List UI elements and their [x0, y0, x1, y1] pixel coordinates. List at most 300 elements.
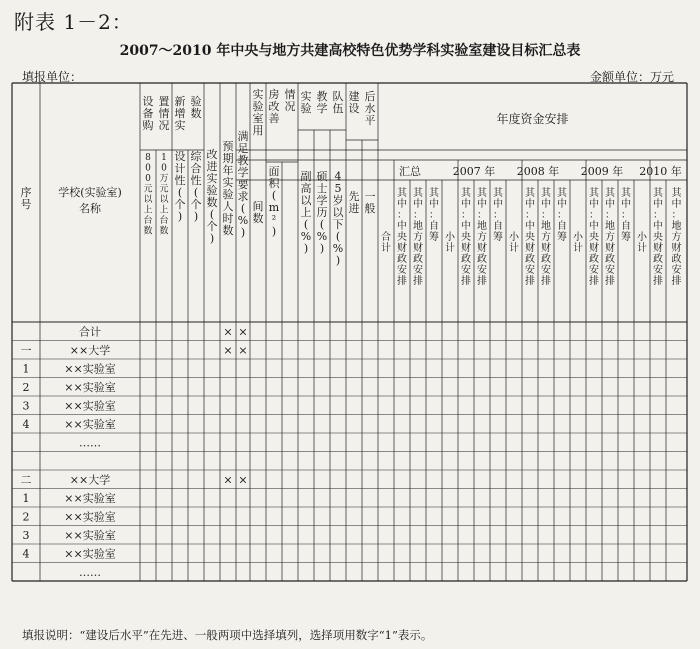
svg-text:实: 实: [206, 172, 218, 185]
svg-text:(: (: [240, 202, 246, 215]
row-name: ××实验室: [64, 381, 116, 394]
svg-text:排: 排: [541, 276, 551, 287]
svg-text:中: 中: [653, 199, 663, 210]
svg-text:号: 号: [20, 198, 32, 211]
row-name: ××实验室: [64, 399, 116, 413]
svg-text:财: 财: [477, 243, 487, 254]
svg-text:改: 改: [268, 100, 280, 113]
svg-text:计: 计: [381, 243, 391, 254]
svg-text:历: 历: [316, 206, 328, 219]
svg-text:): ): [335, 254, 341, 267]
svg-text:队: 队: [332, 90, 344, 103]
svg-text:其: 其: [477, 188, 487, 199]
svg-text:其: 其: [653, 188, 663, 199]
svg-text:硕: 硕: [316, 170, 328, 183]
svg-text:教: 教: [316, 90, 328, 103]
svg-text:情: 情: [158, 107, 170, 120]
svg-text:设: 设: [348, 102, 360, 115]
svg-text:中: 中: [653, 221, 663, 232]
svg-text:排: 排: [605, 276, 615, 287]
svg-text:央: 央: [653, 232, 663, 243]
seq-header: [21, 185, 32, 211]
svg-text:²: ²: [271, 213, 277, 226]
svg-text:): ): [177, 210, 183, 223]
svg-text:设: 设: [142, 95, 154, 108]
svg-text:中: 中: [541, 199, 551, 210]
svg-text:验: 验: [300, 102, 312, 115]
level-group-header: [365, 90, 376, 127]
svg-text:间: 间: [252, 200, 264, 213]
svg-text:其: 其: [429, 188, 439, 199]
svg-text:购: 购: [142, 119, 154, 132]
senior-header: [301, 169, 313, 255]
equip-group-header: [143, 95, 154, 132]
svg-text:新: 新: [174, 95, 186, 108]
svg-text:实: 实: [300, 90, 312, 103]
svg-text:中: 中: [605, 199, 615, 210]
row-seq: 1: [22, 492, 30, 505]
svg-text:积: 积: [268, 177, 280, 190]
amount-unit-label: 金额单位：万元: [590, 70, 675, 84]
svg-text:数: 数: [143, 226, 153, 237]
svg-text:善: 善: [268, 112, 280, 125]
svg-text:(: (: [177, 186, 183, 199]
svg-text:面: 面: [268, 165, 280, 178]
svg-text:计: 计: [573, 243, 583, 254]
svg-text:中: 中: [493, 199, 503, 210]
svg-text:其: 其: [589, 188, 599, 199]
svg-text:验: 验: [190, 95, 202, 108]
row-name: ××实验室: [64, 492, 116, 505]
svg-text:以: 以: [159, 195, 169, 205]
svg-text:小: 小: [573, 232, 583, 243]
svg-text:排: 排: [461, 276, 471, 287]
svg-text:安: 安: [653, 265, 663, 276]
svg-text:筹: 筹: [429, 232, 439, 243]
svg-text:): ): [303, 242, 309, 255]
general-header: [365, 190, 376, 215]
svg-text:%: %: [300, 230, 312, 243]
svg-text:方: 方: [541, 232, 551, 243]
self-header: [621, 187, 632, 243]
svg-text:(: (: [303, 218, 309, 231]
self-header: [557, 187, 568, 243]
svg-text:其: 其: [397, 188, 407, 199]
svg-text:合: 合: [190, 162, 202, 175]
age45-header: [333, 170, 345, 267]
svg-text:：: ：: [653, 210, 663, 221]
svg-text:方: 方: [605, 232, 615, 243]
svg-text:财: 财: [397, 243, 407, 254]
svg-text:岁: 岁: [332, 194, 344, 207]
svg-text:): ): [193, 210, 199, 223]
svg-text:中: 中: [429, 199, 439, 210]
total-header: [381, 230, 391, 254]
team-group-header: [317, 89, 328, 115]
house-group-header: [285, 87, 296, 113]
row-name: ××大学: [69, 344, 111, 357]
newlab-group-header: [175, 95, 186, 132]
svg-text:副: 副: [300, 170, 312, 183]
svg-text:元: 元: [159, 184, 169, 195]
svg-text:用: 用: [252, 124, 264, 137]
svg-text:上: 上: [143, 205, 153, 216]
row-meet-mark: ×: [238, 325, 248, 339]
svg-text:实: 实: [222, 176, 234, 189]
svg-text:个: 个: [206, 220, 218, 233]
svg-text:要: 要: [237, 178, 249, 191]
svg-text:(: (: [335, 230, 341, 243]
svg-text:中: 中: [671, 199, 682, 210]
svg-text:其: 其: [557, 188, 567, 199]
svg-text:其: 其: [461, 188, 471, 199]
svg-text:小: 小: [509, 232, 519, 243]
comprehensive-header: [191, 149, 203, 223]
svg-text:地: 地: [605, 221, 615, 232]
svg-text:(: (: [209, 208, 215, 221]
svg-text:其: 其: [413, 188, 423, 199]
subtotal-header: [445, 230, 456, 254]
subtotal-header: [573, 230, 584, 254]
svg-text:政: 政: [653, 254, 663, 265]
svg-text:：: ：: [413, 210, 423, 221]
svg-text:安: 安: [413, 265, 423, 276]
svg-text:计: 计: [174, 162, 186, 175]
equip-group-header: [159, 95, 170, 132]
svg-text:室: 室: [252, 112, 264, 125]
svg-text:置: 置: [158, 95, 170, 108]
svg-text:情: 情: [284, 88, 296, 101]
svg-text:政: 政: [461, 254, 471, 265]
svg-text:筹: 筹: [557, 232, 567, 243]
svg-text:其: 其: [493, 188, 503, 199]
svg-text:验: 验: [252, 100, 264, 113]
row-name: ××实验室: [64, 362, 116, 376]
central-header: [653, 187, 664, 287]
svg-text:自: 自: [621, 221, 631, 232]
row-name: ××实验室: [64, 510, 116, 524]
local-header: [413, 187, 424, 287]
advanced-header: [349, 189, 360, 215]
svg-text:安: 安: [605, 265, 615, 276]
row-seq: 3: [22, 529, 30, 542]
svg-text:元: 元: [143, 184, 153, 195]
svg-text:排: 排: [653, 276, 663, 287]
svg-text:自: 自: [493, 221, 503, 232]
svg-text:小: 小: [445, 232, 455, 243]
svg-text:0: 0: [161, 163, 167, 174]
svg-text:改: 改: [206, 148, 218, 161]
local-header: [477, 187, 488, 287]
svg-text:(: (: [193, 186, 199, 199]
svg-text:政: 政: [541, 254, 551, 265]
svg-text:财: 财: [671, 243, 682, 254]
svg-text:财: 财: [525, 243, 535, 254]
local-header: [541, 187, 552, 287]
svg-text:一: 一: [364, 190, 376, 203]
svg-text:): ): [271, 225, 277, 238]
row-name: ××实验室: [64, 529, 116, 542]
svg-text:中: 中: [589, 221, 599, 232]
svg-text:性: 性: [190, 174, 202, 187]
svg-text:中: 中: [397, 199, 407, 210]
svg-text:安: 安: [671, 265, 682, 276]
svg-text:(: (: [271, 189, 277, 202]
svg-text:足: 足: [237, 142, 249, 155]
svg-text:财: 财: [413, 243, 423, 254]
meet-teaching-header: [238, 129, 249, 239]
row-name: ……: [79, 566, 101, 579]
svg-text:数: 数: [252, 212, 264, 225]
central-header: [525, 187, 536, 287]
svg-text:方: 方: [413, 232, 423, 243]
svg-text:以: 以: [332, 206, 344, 219]
svg-text:学: 学: [237, 166, 249, 179]
svg-text:：: ：: [429, 210, 439, 221]
svg-text:中: 中: [477, 199, 487, 210]
central-header: [589, 187, 600, 287]
svg-text:后: 后: [364, 90, 376, 103]
svg-text:(: (: [319, 218, 325, 231]
svg-text:其: 其: [541, 188, 551, 199]
svg-text:综: 综: [190, 150, 202, 163]
svg-text:学: 学: [316, 102, 328, 115]
svg-text:满: 满: [237, 130, 249, 143]
appendix-label: 附表 1－2：: [14, 10, 133, 34]
equip-800-header: [143, 153, 153, 237]
row-seq: 3: [22, 399, 30, 413]
svg-text:地: 地: [413, 221, 423, 232]
team-group-header: [301, 90, 312, 115]
svg-text:：: ：: [621, 210, 631, 221]
svg-text:%: %: [332, 242, 344, 255]
svg-text:中: 中: [589, 199, 599, 210]
svg-text:安: 安: [525, 265, 535, 276]
svg-text:计: 计: [509, 243, 519, 254]
svg-text:时: 时: [222, 212, 234, 225]
row-seq: 2: [22, 510, 30, 524]
svg-text:平: 平: [364, 114, 376, 127]
svg-text:排: 排: [671, 276, 682, 287]
subtotal-header: [637, 230, 648, 254]
svg-text:高: 高: [300, 182, 312, 195]
svg-text:财: 财: [653, 243, 663, 254]
row-meet-mark: ×: [238, 473, 248, 487]
row-seq: 一: [20, 344, 32, 357]
svg-text:财: 财: [541, 243, 551, 254]
svg-text:伍: 伍: [332, 102, 344, 115]
svg-text:建: 建: [348, 90, 360, 103]
svg-text:政: 政: [589, 254, 599, 265]
svg-text:安: 安: [541, 265, 551, 276]
row-seq: 1: [22, 362, 30, 376]
local-header: [672, 187, 683, 287]
svg-text:央: 央: [397, 232, 407, 243]
svg-text:央: 央: [461, 232, 471, 243]
svg-text:中: 中: [557, 199, 567, 210]
year-2008-header: 2008 年: [516, 165, 560, 178]
newlab-group-header: [191, 94, 202, 120]
svg-text:：: ：: [525, 210, 535, 221]
svg-text:数: 数: [222, 224, 234, 237]
svg-text:：: ：: [541, 210, 551, 221]
rooms-header: [253, 199, 264, 225]
svg-text:：: ：: [557, 210, 567, 221]
row-seq: 2: [22, 381, 30, 394]
equip-10w-header: [159, 153, 169, 237]
svg-text:政: 政: [525, 254, 535, 265]
svg-text:实: 实: [174, 119, 186, 132]
row-name: ……: [79, 436, 101, 450]
area-header: [269, 165, 281, 238]
svg-text:：: ：: [493, 210, 503, 221]
svg-text:自: 自: [557, 221, 567, 232]
level-group-header: [349, 89, 360, 115]
svg-text:地: 地: [671, 221, 682, 232]
svg-text:安: 安: [589, 265, 599, 276]
svg-text:): ): [319, 242, 325, 255]
row-name: ××实验室: [64, 418, 116, 431]
row-name: 合计: [79, 325, 101, 339]
svg-text:安: 安: [397, 265, 407, 276]
svg-text:以: 以: [143, 195, 153, 205]
svg-text:个: 个: [174, 198, 186, 211]
svg-text:方: 方: [671, 232, 682, 243]
svg-text:中: 中: [621, 199, 631, 210]
svg-text:5: 5: [334, 182, 342, 195]
svg-text:况: 况: [158, 119, 170, 132]
svg-text:预: 预: [222, 140, 234, 153]
svg-text:地: 地: [477, 221, 487, 232]
svg-text:：: ：: [397, 210, 407, 221]
svg-text:性: 性: [174, 174, 186, 187]
svg-text:期: 期: [222, 152, 234, 165]
svg-text:地: 地: [541, 221, 551, 232]
svg-text:：: ：: [671, 210, 682, 221]
svg-text:政: 政: [413, 254, 423, 265]
svg-text:上: 上: [159, 205, 169, 216]
svg-text:方: 方: [477, 232, 487, 243]
svg-text:小: 小: [637, 232, 647, 243]
svg-text:中: 中: [461, 221, 471, 232]
row-seq: 二: [20, 473, 32, 487]
svg-text:财: 财: [461, 243, 471, 254]
svg-text:况: 况: [284, 100, 296, 113]
self-header: [493, 187, 504, 243]
year-2009-header: 2009 年: [580, 165, 624, 178]
svg-text:房: 房: [268, 88, 280, 101]
central-header: [461, 187, 472, 287]
svg-text:年: 年: [222, 164, 234, 177]
svg-text:其: 其: [605, 188, 615, 199]
svg-text:安: 安: [477, 265, 487, 276]
svg-text:增: 增: [174, 107, 186, 120]
svg-text:其: 其: [671, 188, 682, 199]
subtotal-header: [509, 230, 520, 254]
improved-header: [207, 147, 218, 245]
team-group-header: [333, 89, 344, 115]
svg-text:计: 计: [637, 243, 647, 254]
house-group-header: [253, 88, 264, 137]
summary-header: 汇总: [399, 165, 421, 178]
svg-text:0: 0: [145, 163, 151, 174]
hours-header: [223, 140, 234, 237]
svg-text:财: 财: [605, 243, 615, 254]
svg-text:人: 人: [222, 200, 234, 213]
row-hours-mark: ×: [223, 473, 233, 487]
svg-text:排: 排: [413, 276, 423, 287]
svg-text:序: 序: [20, 186, 32, 199]
year-2010-header: 2010 年: [639, 165, 682, 178]
svg-text:数: 数: [159, 226, 169, 237]
svg-text:：: ：: [605, 210, 615, 221]
svg-text:政: 政: [671, 254, 682, 265]
svg-text:筹: 筹: [621, 232, 631, 243]
school-header: 名称: [79, 202, 101, 215]
svg-text:教: 教: [237, 154, 249, 167]
svg-text:中: 中: [525, 221, 535, 232]
svg-text:中: 中: [413, 199, 423, 210]
svg-text:央: 央: [525, 232, 535, 243]
footnote: 填报说明：“建设后水平”在先进、一般两项中选择填列，选择项用数字“1”表示。: [22, 628, 433, 642]
svg-text:个: 个: [190, 198, 202, 211]
svg-text:合: 合: [381, 232, 391, 243]
svg-text:排: 排: [525, 276, 535, 287]
svg-text:：: ：: [589, 210, 599, 221]
svg-text:求: 求: [237, 190, 249, 203]
svg-text:中: 中: [397, 221, 407, 232]
svg-text:财: 财: [589, 243, 599, 254]
year-2007-header: 2007 年: [452, 165, 496, 178]
svg-text:%: %: [237, 214, 249, 227]
svg-text:进: 进: [348, 202, 360, 215]
svg-text:政: 政: [605, 254, 615, 265]
svg-text:上: 上: [300, 206, 312, 219]
house-group-header: [269, 87, 280, 125]
svg-text:水: 水: [364, 102, 376, 115]
svg-text:设: 设: [174, 150, 186, 163]
row-seq: 4: [22, 418, 30, 431]
self-header: [429, 187, 440, 243]
local-header: [605, 187, 616, 287]
svg-text:学: 学: [316, 194, 328, 207]
svg-text:台: 台: [143, 216, 153, 226]
row-meet-mark: ×: [238, 344, 248, 357]
table-title: 2007～2010 年中央与地方共建高校特色优势学科实验室建设目标汇总表: [119, 43, 581, 59]
svg-text:政: 政: [477, 254, 487, 265]
svg-text:数: 数: [206, 196, 218, 209]
svg-text:筹: 筹: [493, 232, 503, 243]
svg-text:自: 自: [429, 221, 439, 232]
svg-text:士: 士: [316, 182, 328, 195]
svg-text:排: 排: [397, 276, 407, 287]
central-header: [397, 187, 408, 287]
school-header: 学校(实验室): [58, 186, 122, 199]
svg-text:备: 备: [142, 107, 154, 120]
svg-text:中: 中: [525, 199, 535, 210]
svg-text:下: 下: [332, 218, 344, 231]
svg-text:验: 验: [222, 188, 234, 201]
row-hours-mark: ×: [223, 325, 233, 339]
svg-text:1: 1: [161, 153, 167, 163]
svg-text:m: m: [268, 201, 280, 214]
row-name: ××大学: [69, 473, 111, 487]
fund-group-header: 年度资金安排: [496, 112, 569, 126]
svg-text:排: 排: [589, 276, 599, 287]
svg-text:0: 0: [145, 174, 151, 184]
design-header: [175, 150, 186, 223]
svg-text:中: 中: [461, 199, 471, 210]
